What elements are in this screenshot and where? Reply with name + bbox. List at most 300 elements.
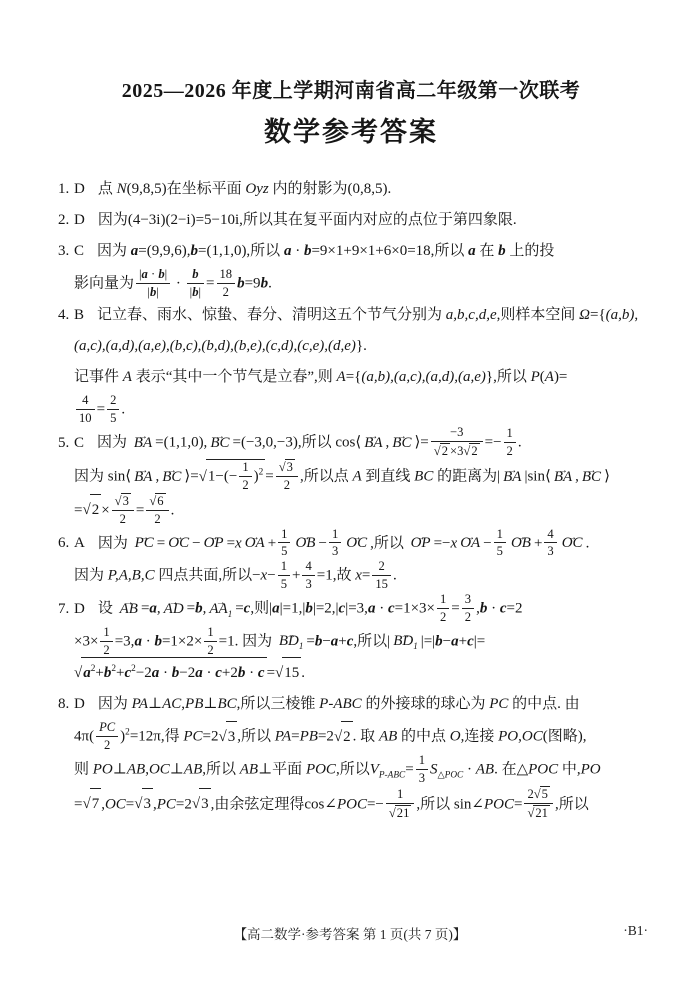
subscript bbox=[379, 771, 405, 781]
text-run: +2 bbox=[221, 665, 238, 682]
fraction-denominator bbox=[494, 543, 506, 559]
text-run: 2 bbox=[154, 511, 161, 526]
text-run: . 取 bbox=[352, 729, 379, 746]
math-variable: PC bbox=[99, 720, 116, 735]
text-run: 则 bbox=[74, 761, 93, 778]
question-number: 5. bbox=[58, 434, 73, 451]
bold-vector: c bbox=[467, 633, 474, 650]
square-root bbox=[149, 493, 165, 509]
fraction-numerator bbox=[524, 786, 553, 804]
math-variable: POC bbox=[528, 761, 559, 778]
subscript bbox=[437, 771, 463, 781]
bold-vector: c bbox=[346, 633, 354, 650]
text-run: 1 bbox=[331, 526, 339, 541]
bold-vector: b bbox=[260, 275, 269, 292]
radicand bbox=[440, 443, 450, 459]
answer-choice: B bbox=[74, 306, 85, 323]
answer-first-line bbox=[58, 300, 644, 331]
text-run: 点 bbox=[97, 181, 117, 197]
text-run: − bbox=[322, 633, 331, 650]
text-run: , bbox=[476, 600, 480, 617]
text-run: 6 bbox=[157, 493, 164, 508]
text-run: 3 bbox=[143, 796, 151, 813]
math-variable: OC bbox=[104, 796, 126, 813]
fraction-denominator bbox=[437, 609, 449, 625]
text-run: = bbox=[186, 600, 196, 617]
vector-subscript: 1 bbox=[298, 641, 304, 652]
text-run: =1,故 bbox=[316, 567, 356, 584]
fraction-numerator bbox=[278, 559, 290, 576]
vector-with-arrow bbox=[203, 528, 225, 559]
text-run: ,所以三棱锥 bbox=[236, 696, 320, 713]
text-run: =1×3× bbox=[394, 600, 435, 617]
fraction bbox=[136, 267, 170, 300]
text-run: . bbox=[268, 275, 272, 292]
math-variable: POC bbox=[336, 796, 367, 813]
text-run: (9,8,5)在坐标平面 bbox=[126, 181, 246, 197]
fraction-denominator bbox=[278, 576, 290, 592]
square-root bbox=[434, 443, 450, 459]
fraction bbox=[462, 592, 474, 625]
text-run: , bbox=[145, 761, 149, 778]
vector-with-arrow bbox=[134, 528, 155, 559]
text-run: 2 bbox=[103, 738, 111, 753]
text-run: = bbox=[266, 665, 276, 682]
text-run: . 在△ bbox=[494, 761, 529, 778]
fraction-numerator bbox=[302, 559, 314, 576]
text-run: · bbox=[141, 633, 155, 650]
bold-vector: a bbox=[367, 600, 376, 617]
vector-with-arrow bbox=[119, 594, 139, 625]
text-run: 2 bbox=[378, 559, 385, 574]
math-variable: A bbox=[336, 368, 346, 385]
text-run: − bbox=[442, 633, 452, 650]
bold-vector: b bbox=[435, 633, 443, 650]
text-run: 2 bbox=[258, 467, 264, 478]
fraction bbox=[204, 625, 216, 658]
vector-letters: OB bbox=[295, 535, 316, 552]
bold-vector: a bbox=[134, 633, 142, 650]
radicand bbox=[206, 459, 265, 493]
vector-letters: OC bbox=[561, 535, 583, 552]
vector-letters: BD bbox=[393, 633, 414, 650]
text-run: , bbox=[153, 796, 157, 813]
vector-with-arrow bbox=[502, 462, 522, 493]
text-run: 的中点. 由 bbox=[508, 696, 580, 713]
vector-subscript: 1 bbox=[413, 641, 418, 652]
bold-vector: b bbox=[103, 665, 112, 682]
text-run: = bbox=[291, 729, 300, 746]
square-root bbox=[219, 721, 238, 753]
math-variable: PO bbox=[580, 761, 601, 778]
math-variable: PB bbox=[185, 696, 204, 713]
text-run: 3 bbox=[286, 460, 293, 475]
text-run: ⟩= bbox=[184, 468, 199, 485]
vector-letters: BD bbox=[278, 633, 299, 650]
text-run: 因为 bbox=[97, 696, 132, 713]
answer-choice: C bbox=[74, 243, 85, 259]
text-run: + bbox=[116, 665, 125, 682]
text-run: 因为 bbox=[97, 535, 132, 552]
fraction bbox=[544, 527, 556, 560]
text-run: = bbox=[156, 535, 166, 552]
answer-continuation-line bbox=[74, 625, 644, 658]
text-run: =− bbox=[433, 535, 451, 552]
math-variable: N bbox=[116, 181, 127, 197]
vector-letters: AB bbox=[119, 600, 138, 617]
bold-vector: a bbox=[149, 600, 157, 617]
fraction bbox=[187, 267, 204, 300]
vector-letters: BC bbox=[162, 468, 182, 485]
math-variable: OC bbox=[521, 729, 543, 746]
text-run: ,所以 bbox=[554, 796, 589, 813]
text-run: 2 bbox=[471, 444, 478, 459]
vector-letters: BC bbox=[581, 468, 602, 485]
square-root bbox=[199, 459, 266, 493]
bold-vector: a bbox=[195, 665, 203, 682]
vector-with-arrow bbox=[208, 594, 233, 625]
vector-with-arrow bbox=[392, 626, 419, 657]
fraction-numerator bbox=[136, 267, 170, 284]
radicand bbox=[226, 721, 238, 753]
fraction bbox=[146, 493, 168, 527]
radicand bbox=[121, 493, 131, 509]
text-run: 5 bbox=[541, 786, 548, 801]
math-variable: AB bbox=[183, 761, 203, 778]
square-root bbox=[334, 721, 353, 753]
answer-item bbox=[58, 527, 644, 592]
vector-letters: BC bbox=[392, 434, 412, 451]
math-variable: (a,b),(a,c),(a,d),(a,e) bbox=[361, 368, 486, 385]
vector-with-arrow bbox=[410, 528, 432, 559]
fraction bbox=[96, 720, 118, 753]
text-run: − bbox=[267, 567, 276, 584]
answer-continuation-line bbox=[74, 657, 644, 689]
fraction-denominator bbox=[416, 770, 428, 786]
text-run: 2 bbox=[242, 478, 249, 493]
bold-vector: c bbox=[257, 665, 265, 682]
text-run: + bbox=[533, 535, 543, 552]
text-run: , bbox=[575, 468, 579, 485]
text-run: =12π,得 bbox=[129, 729, 184, 746]
bold-vector: b bbox=[237, 275, 245, 292]
vector-letters: OP bbox=[410, 535, 431, 552]
fraction-denominator bbox=[76, 410, 95, 426]
radicand bbox=[533, 805, 550, 821]
question-number: 3. bbox=[58, 243, 73, 259]
fraction bbox=[329, 527, 341, 560]
text-run: − bbox=[483, 535, 492, 552]
text-run: =2 bbox=[506, 600, 523, 617]
fraction bbox=[76, 393, 95, 426]
text-run: |=2,| bbox=[312, 600, 339, 617]
text-run: 2 bbox=[222, 284, 229, 299]
radicand bbox=[282, 657, 301, 689]
vector-with-arrow bbox=[345, 528, 368, 559]
text-run: · bbox=[202, 665, 216, 682]
radicand bbox=[199, 788, 211, 820]
answer-choice: A bbox=[74, 535, 85, 552]
text-run: ,则| bbox=[250, 600, 273, 617]
text-run: + bbox=[338, 633, 347, 650]
text-run: = bbox=[451, 600, 460, 617]
text-run: ,所以 sin∠ bbox=[416, 796, 484, 813]
fraction-numerator bbox=[329, 527, 341, 544]
text-run: + bbox=[95, 665, 104, 682]
bold-vector: b bbox=[195, 600, 203, 617]
fraction-denominator bbox=[544, 543, 556, 559]
text-run: 3 bbox=[418, 771, 425, 786]
answer-continuation-line bbox=[74, 559, 644, 592]
text-run: −3 bbox=[449, 425, 464, 440]
text-run: 2 bbox=[283, 478, 290, 493]
text-run: 4 bbox=[305, 559, 312, 574]
fraction-denominator bbox=[278, 543, 290, 559]
fraction-numerator bbox=[386, 787, 415, 804]
bold-vector: b bbox=[190, 243, 198, 259]
fraction-denominator bbox=[112, 511, 134, 527]
fraction-numerator bbox=[112, 493, 134, 511]
answer-item bbox=[58, 425, 644, 526]
text-run: − bbox=[192, 535, 201, 552]
fraction-denominator bbox=[372, 576, 391, 592]
text-run: ,所以 bbox=[370, 535, 408, 552]
text-run: 3 bbox=[547, 544, 554, 559]
fraction bbox=[302, 559, 314, 592]
text-run: 中, bbox=[558, 761, 581, 778]
fraction-denominator bbox=[302, 576, 314, 592]
text-run: =1. 因为 bbox=[218, 633, 276, 650]
superscript bbox=[259, 468, 264, 478]
text-run: 3 bbox=[227, 729, 236, 746]
bold-vector: a bbox=[130, 243, 139, 259]
text-run: 因为 sin⟨ bbox=[74, 468, 132, 485]
bold-vector: b bbox=[305, 600, 313, 617]
answer-item bbox=[58, 205, 644, 236]
text-run: , bbox=[155, 468, 160, 485]
fraction bbox=[107, 393, 119, 426]
text-run: ⟩ bbox=[604, 468, 610, 485]
bold-vector: c bbox=[124, 665, 132, 682]
text-run: , bbox=[385, 434, 390, 451]
bold-vector: c bbox=[215, 665, 222, 682]
text-run: ={ bbox=[345, 368, 362, 385]
math-variable: PO bbox=[498, 729, 519, 746]
fraction-numerator bbox=[437, 592, 449, 609]
vector-letters: OC bbox=[168, 535, 190, 552]
bold-vector: b bbox=[314, 633, 323, 650]
text-run: 2 bbox=[343, 729, 351, 746]
math-variable: PO bbox=[92, 761, 113, 778]
text-run: 记立春、雨水、惊蛰、春分、清明这五个节气分别为 bbox=[97, 306, 446, 323]
fraction bbox=[278, 527, 290, 560]
bold-vector: a bbox=[330, 633, 339, 650]
text-run: |sin⟨ bbox=[524, 468, 551, 485]
fraction bbox=[276, 459, 298, 493]
fraction-numerator bbox=[217, 267, 236, 284]
radicand bbox=[155, 493, 165, 509]
fraction-numerator bbox=[76, 393, 95, 410]
text-run: 影向量为 bbox=[74, 275, 135, 292]
text-run: 1 bbox=[281, 526, 288, 541]
fraction-numerator bbox=[544, 527, 556, 544]
bold-vector: b bbox=[158, 267, 165, 281]
math-variable: POC bbox=[483, 796, 514, 813]
text-run: 1 bbox=[396, 786, 404, 801]
text-run: 因为(4−3i)(2−i)=5−10i,所以其在复平面内对应的点位于第四象限. bbox=[97, 212, 517, 228]
text-run: 7 bbox=[91, 796, 100, 813]
fraction-numerator bbox=[100, 625, 112, 642]
fraction-numerator bbox=[494, 527, 506, 544]
question-number: 4. bbox=[58, 306, 73, 323]
text-run: ⊥ bbox=[112, 761, 127, 778]
math-variable: P bbox=[530, 368, 540, 385]
vector-with-arrow bbox=[294, 528, 316, 559]
text-run: 15 bbox=[375, 577, 388, 592]
radicand bbox=[142, 788, 154, 820]
text-run: · bbox=[291, 243, 304, 259]
text-run: ) bbox=[253, 468, 259, 485]
text-run: × bbox=[101, 502, 110, 519]
fraction-numerator bbox=[278, 527, 290, 544]
text-run: =− bbox=[484, 434, 502, 451]
text-run: = bbox=[513, 796, 523, 813]
text-run: 21 bbox=[396, 805, 410, 820]
text-run: . bbox=[121, 401, 126, 418]
answer-first-line bbox=[58, 236, 644, 267]
exam-session-title: 2025—2026 年度上学期河南省高二年级第一次联考 bbox=[121, 80, 581, 102]
vector-letters: BA bbox=[133, 434, 153, 451]
radicand bbox=[395, 805, 412, 821]
question-number: 7. bbox=[58, 600, 73, 617]
text-run: 2 bbox=[527, 786, 534, 801]
text-run: 1 bbox=[280, 559, 287, 574]
text-run: ) bbox=[120, 729, 126, 746]
fraction-denominator bbox=[146, 511, 168, 527]
footer-page-info: 【高二数学·参考答案 第 1 页(共 7 页)】 bbox=[233, 927, 467, 942]
text-run: ,所以 bbox=[202, 761, 240, 778]
text-run: = bbox=[226, 535, 236, 552]
text-run: 3 bbox=[464, 592, 472, 607]
answer-first-line bbox=[58, 592, 644, 625]
text-run: 内的射影为(0,8,5). bbox=[268, 181, 392, 197]
math-variable: x bbox=[355, 567, 362, 584]
answer-first-line bbox=[58, 527, 644, 560]
text-run: , bbox=[202, 600, 207, 617]
text-run: | bbox=[189, 284, 193, 299]
vector-with-arrow bbox=[459, 528, 481, 559]
text-run: = bbox=[140, 600, 150, 617]
text-run: =9×1+9×1+6×0=18,所以 bbox=[311, 243, 469, 259]
square-root bbox=[192, 788, 211, 820]
vector-letters: BA bbox=[364, 434, 383, 451]
text-run: + bbox=[291, 567, 301, 584]
answer-continuation-line bbox=[74, 753, 644, 786]
radicand bbox=[90, 494, 102, 526]
text-run: ,所以| bbox=[353, 633, 391, 650]
bold-vector: c bbox=[499, 600, 507, 617]
answer-item bbox=[58, 174, 644, 205]
text-run: )= bbox=[553, 368, 568, 385]
square-root bbox=[279, 459, 295, 475]
question-number: 6. bbox=[58, 535, 73, 552]
fraction bbox=[437, 592, 449, 625]
text-run: · bbox=[487, 600, 500, 617]
fraction-numerator bbox=[146, 493, 168, 511]
fraction bbox=[386, 787, 415, 821]
text-run: 2 bbox=[441, 444, 448, 459]
fraction-denominator bbox=[136, 284, 170, 300]
text-run: =3, bbox=[114, 633, 135, 650]
text-run: ,所以点 bbox=[299, 468, 353, 485]
bold-vector: a bbox=[141, 267, 148, 281]
text-run: 3 bbox=[201, 796, 209, 813]
text-run: 1 bbox=[207, 624, 214, 639]
text-run: , bbox=[156, 600, 161, 617]
math-variable: PA bbox=[131, 696, 149, 713]
text-run: 2 bbox=[440, 609, 447, 624]
bold-vector: a bbox=[151, 665, 160, 682]
vector-letters: OB bbox=[510, 535, 531, 552]
vector-letters: BA bbox=[134, 468, 153, 485]
text-run: 18 bbox=[219, 267, 233, 281]
text-run: = bbox=[361, 567, 371, 584]
vector-letters: OP bbox=[203, 535, 224, 552]
vector-letters: AA bbox=[209, 600, 228, 617]
bold-vector: b bbox=[479, 600, 488, 617]
math-variable: PA bbox=[274, 729, 292, 746]
fraction-denominator bbox=[276, 477, 298, 493]
text-run: 1 bbox=[418, 753, 425, 768]
vector-letters: OA bbox=[244, 535, 265, 552]
question-number: 1. bbox=[58, 181, 73, 197]
math-variable: AB bbox=[239, 761, 259, 778]
text-run: 记事件 bbox=[74, 368, 123, 385]
vector-letters: OC bbox=[346, 535, 368, 552]
math-variable: x bbox=[235, 535, 242, 552]
bold-vector: a bbox=[451, 633, 459, 650]
text-run: 2 bbox=[119, 511, 126, 526]
math-variable: P-ABC bbox=[378, 770, 406, 781]
text-run: 因为 bbox=[97, 434, 131, 451]
fraction-denominator bbox=[187, 284, 204, 300]
fraction-numerator bbox=[204, 625, 216, 642]
text-run: |= bbox=[473, 633, 486, 650]
fraction-numerator bbox=[239, 460, 251, 477]
math-variable: Ω bbox=[579, 306, 590, 323]
text-run: = bbox=[265, 468, 274, 485]
text-run: 4 bbox=[82, 392, 89, 407]
vector-with-arrow bbox=[209, 428, 230, 459]
fraction-denominator bbox=[217, 284, 236, 300]
fraction-numerator bbox=[276, 459, 298, 477]
math-variable: x bbox=[450, 535, 458, 552]
bold-vector: c bbox=[387, 600, 395, 617]
text-run: 1−(− bbox=[207, 468, 238, 485]
vector-with-arrow bbox=[581, 462, 602, 493]
text-run: 3 bbox=[305, 577, 312, 592]
bold-vector: b bbox=[192, 267, 199, 281]
text-run: . bbox=[392, 567, 397, 584]
text-run: 2 bbox=[90, 664, 96, 675]
answer-continuation-line bbox=[74, 786, 644, 821]
math-variable: S bbox=[429, 761, 438, 778]
math-variable: Oyz bbox=[245, 181, 269, 197]
fraction-denominator bbox=[431, 442, 483, 459]
vector-letters: BA bbox=[503, 468, 522, 485]
vector-with-arrow bbox=[133, 462, 153, 493]
fraction-denominator bbox=[386, 804, 415, 821]
